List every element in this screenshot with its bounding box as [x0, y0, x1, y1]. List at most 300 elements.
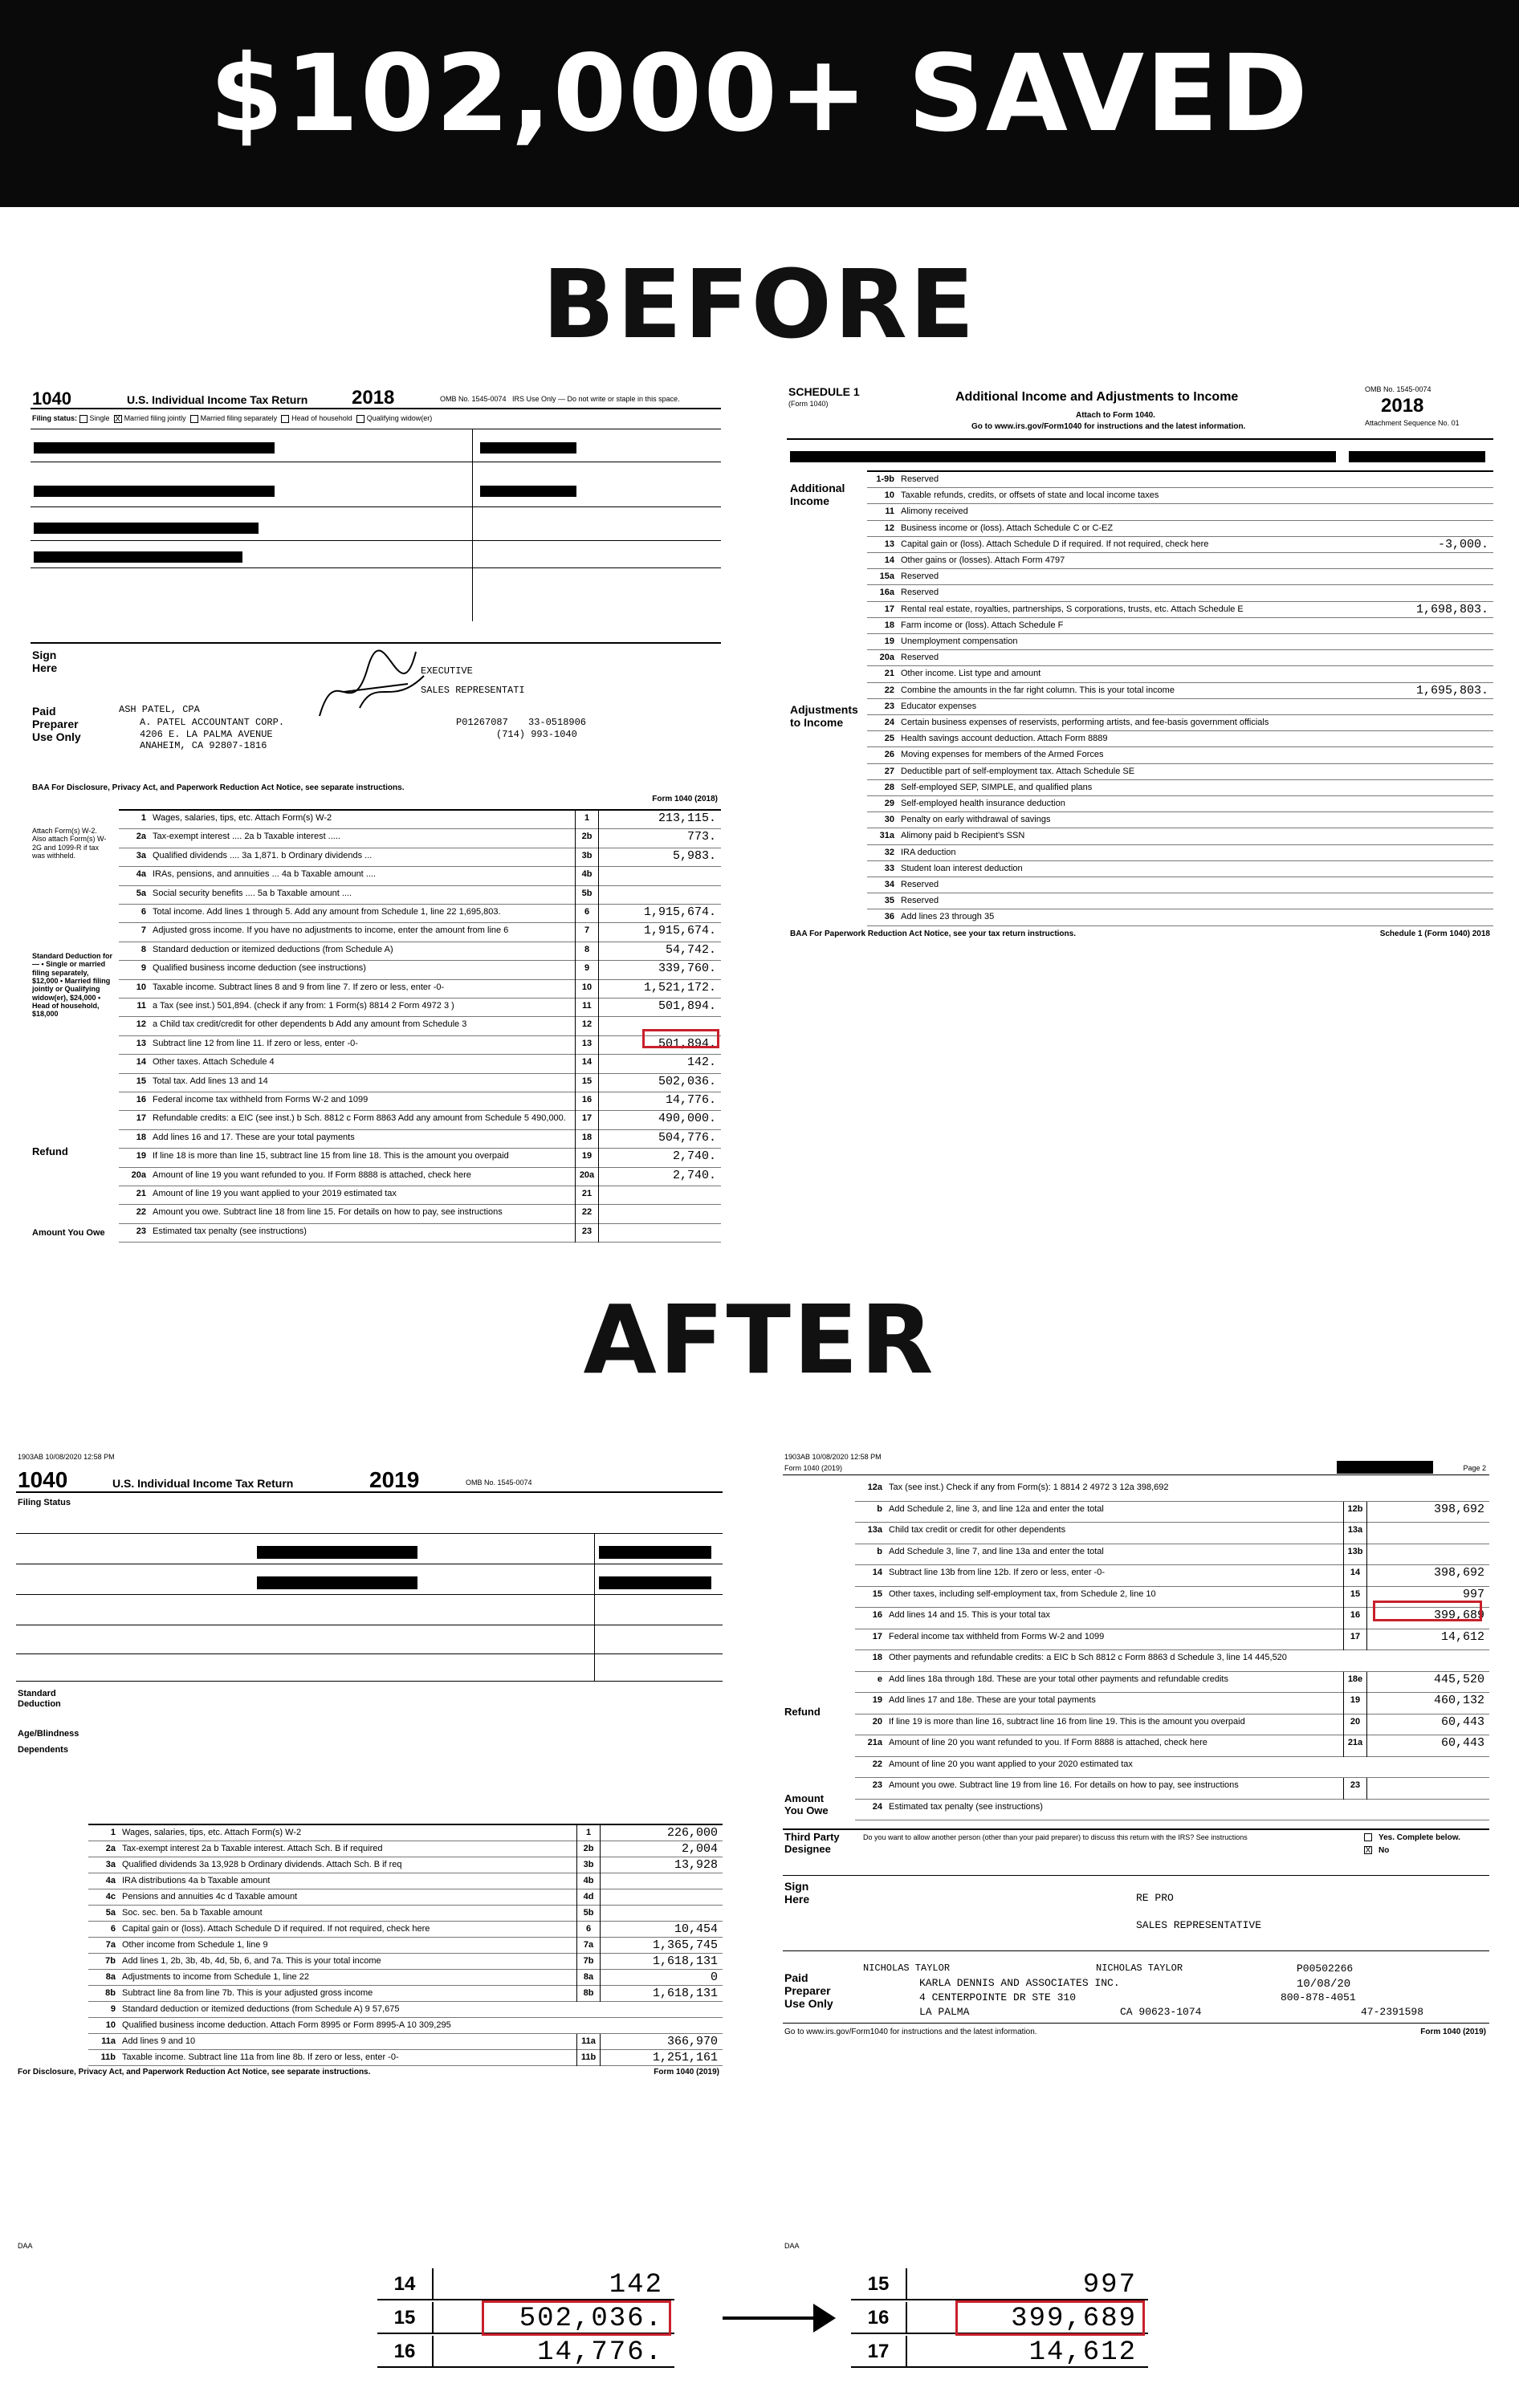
line-amount: 60,443 [1440, 1714, 1484, 1729]
line-row [119, 1168, 721, 1186]
line-description: Add lines 17 and 18e. These are your total payments [889, 1695, 1096, 1705]
line-row [88, 2018, 723, 2034]
line-box-label: 22 [575, 1205, 599, 1223]
redacted-city [34, 551, 242, 563]
line-description: Standard deduction or itemized deductions (from Schedule A) 9 57,675 [122, 2004, 400, 2014]
zoom-row [851, 2336, 1148, 2368]
irs-use-note: IRS Use Only — Do not write or staple in this space. [512, 395, 680, 403]
line-amount: 1,695,803. [1415, 683, 1488, 698]
line-row [867, 521, 1493, 537]
line-description: Add lines 18a through 18d. These are your total other payments and refundable credits [889, 1674, 1228, 1684]
firm-state-zip: CA 90623-1074 [1120, 2006, 1202, 2018]
line-row [867, 602, 1493, 618]
line-amount: 399,689 [1433, 1609, 1484, 1622]
line-number: 10 [884, 490, 894, 501]
third-party-label: Third Party Designee [784, 1831, 840, 1855]
form-header [31, 385, 721, 409]
redacted-ssn [480, 442, 576, 454]
line-number: 8 [140, 944, 146, 954]
line-description: Certain business expenses of reservists, performing artists, and fee-basis government officials [901, 718, 1269, 727]
line-description: Reserved [901, 880, 939, 889]
line-number: 21 [884, 669, 894, 679]
line-amount: 501,894. [658, 1036, 716, 1051]
line-amount: 1,251,161 [652, 2051, 718, 2064]
line-row [88, 1922, 723, 1938]
line-box-label: 4b [575, 867, 599, 885]
line-number: 4c [105, 1892, 116, 1902]
line-number: 10 [136, 982, 146, 992]
zoom-line-number: 16 [851, 2302, 907, 2334]
line-row [867, 683, 1493, 699]
line-number: 4a [105, 1876, 116, 1885]
line-row [855, 1735, 1489, 1757]
line-box-label: 23 [1343, 1778, 1367, 1800]
line-row [119, 999, 721, 1017]
line-number: 29 [884, 799, 894, 808]
line-description: Taxable refunds, credits, or offsets of state and local income taxes [901, 490, 1159, 501]
line-box-label: 20 [1343, 1714, 1367, 1736]
fs-hoh-label: Head of household [291, 414, 352, 422]
line-number: 18 [872, 1653, 882, 1662]
line-row [867, 472, 1493, 488]
page2-footer-right: Form 1040 (2019) [1420, 2028, 1486, 2036]
line-row [119, 1092, 721, 1111]
line-description: Add lines 9 and 10 [122, 2036, 196, 2046]
line-number: 5a [136, 888, 146, 898]
line-description: Child tax credit or credit for other dependents [889, 1525, 1066, 1535]
line-number: 3a [136, 850, 146, 860]
line-number: 16 [136, 1095, 146, 1104]
line-row [867, 731, 1493, 747]
line-description: Reserved [901, 896, 939, 906]
form-footer-right: Form 1040 (2019) [654, 2068, 719, 2076]
line-row [119, 886, 721, 905]
line-amount: 997 [1462, 1587, 1484, 1601]
line-row [867, 747, 1493, 763]
line-row [119, 905, 721, 923]
line-box-label: 9 [575, 961, 599, 979]
redacted-spouse [34, 486, 275, 497]
line-description: Student loan interest deduction [901, 863, 1023, 873]
page2-form-label: Form 1040 (2019) [784, 1464, 843, 1472]
line-description: Deductible part of self-employment tax. Attach Schedule SE [901, 766, 1135, 776]
line-description: Qualified business income deduction (see instructions) [153, 963, 366, 974]
line-row [119, 1111, 721, 1129]
schedule-header [787, 384, 1493, 440]
line-description: Add lines 23 through 35 [901, 912, 995, 922]
firm-phone: (714) 993-1040 [496, 729, 577, 740]
checkbox-no[interactable] [1364, 1846, 1372, 1854]
before-form-1040 [31, 377, 721, 1264]
line-amount: 339,760. [658, 962, 716, 976]
line-box-label: 6 [576, 1922, 601, 1938]
line-number: 10 [105, 2020, 116, 2030]
line-row [867, 715, 1493, 731]
schedule-seq: Attachment Sequence No. 01 [1365, 419, 1460, 427]
line-description: Subtract line 8a from line 7b. This is your adjusted gross income [122, 1988, 373, 1998]
zoom-line-number: 17 [851, 2336, 907, 2368]
arrow-right-icon [719, 2294, 839, 2342]
line-box-label: 5b [575, 886, 599, 905]
line-description: Refundable credits: a EIC (see inst.) b Sch. 8812 c Form 8863 Add any amount from Schedule 5 490,000. [153, 1113, 566, 1124]
preparer-name: NICHOLAS TAYLOR [863, 1963, 951, 1974]
line-amount: 1,365,745 [652, 1938, 718, 1952]
top-banner [0, 0, 1519, 207]
line-amount: 2,740. [672, 1149, 716, 1164]
line-description: Other income from Schedule 1, line 9 [122, 1940, 268, 1950]
zoom-line-amount: 14,776. [537, 2337, 663, 2368]
line-row [867, 553, 1493, 569]
line-number: 19 [136, 1151, 146, 1161]
line-number: 14 [136, 1057, 146, 1068]
line-row [867, 909, 1493, 925]
line-description: Penalty on early withdrawal of savings [901, 815, 1051, 825]
filing-status-row: Filing status: Single X Married filing jointly Married filing separately Head of household Qualifying widow(er) [32, 414, 721, 425]
line-row [119, 980, 721, 999]
third-party-question: Do you want to allow another person (other than your paid preparer) to discuss this return with the IRS? See instructions [863, 1833, 1248, 1841]
line-description: Total income. Add lines 1 through 5. Add any amount from Schedule 1, line 22 1,695,803. [153, 907, 501, 917]
line-number: 32 [884, 847, 894, 857]
line-amount: 213,115. [658, 811, 716, 825]
line-row [119, 961, 721, 979]
line-row [867, 796, 1493, 812]
ptin: P00502266 [1297, 1963, 1354, 1975]
timestamp-stamp: 1903AB 10/08/2020 12:58 PM [18, 1453, 115, 1461]
line-row [867, 877, 1493, 893]
firm-city: LA PALMA [919, 2006, 970, 2018]
line-amount: 2,004 [681, 1842, 718, 1856]
line-amount: 501,894. [658, 999, 716, 1013]
line-amount: 60,443 [1440, 1736, 1484, 1750]
line-description: Social security benefits .... 5a b Taxable amount .... [153, 888, 352, 898]
line-number: 15a [879, 571, 894, 582]
line-row [867, 650, 1493, 666]
line-number: 21 [136, 1189, 146, 1198]
line-row [88, 1938, 723, 1954]
line-description: Health savings account deduction. Attach Form 8889 [901, 734, 1108, 744]
line-box-label: 7 [575, 923, 599, 942]
line-number: 13 [136, 1038, 146, 1048]
after-form-1040 [16, 1451, 723, 2254]
line-box-label: 14 [575, 1055, 599, 1073]
line-box-label: 21 [575, 1186, 599, 1205]
line-number: 12 [136, 1019, 146, 1030]
line-box-label: 13b [1343, 1544, 1367, 1566]
line-box-label: 18e [1343, 1672, 1367, 1694]
line-amount: 2,740. [672, 1168, 716, 1182]
zoom-line-amount: 142 [609, 2270, 663, 2300]
line-row [855, 1757, 1489, 1779]
line-row [867, 812, 1493, 828]
line-description: If line 19 is more than line 16, subtract line 16 from line 19. This is the amount you overpaid [889, 1716, 1245, 1727]
line-description: Reserved [901, 588, 939, 598]
line-row [88, 1986, 723, 2002]
line-box-label: 16 [575, 1092, 599, 1111]
line-row [867, 618, 1493, 634]
page-2-lines [855, 1480, 1489, 1825]
line-amount: 54,742. [665, 942, 716, 957]
line-description: Business income or (loss). Attach Schedule C or C-EZ [901, 523, 1114, 533]
line-number: 12 [884, 523, 894, 533]
line-description: Amount of line 19 you want applied to your 2019 estimated tax [153, 1189, 397, 1198]
form-title: U.S. Individual Income Tax Return [127, 393, 308, 406]
line-description: Reserved [901, 474, 939, 484]
line-number: 13 [884, 539, 894, 549]
redacted-spouse-ssn [599, 1576, 711, 1589]
line-number: 6 [110, 1924, 116, 1934]
highlight-total-tax-before [642, 1029, 719, 1048]
line-number: 36 [884, 912, 894, 922]
after-form-1040-page-2 [783, 1451, 1489, 2254]
line-number: 34 [884, 880, 894, 889]
line-number: 6 [140, 907, 146, 917]
daa-label: DAA [784, 2242, 800, 2250]
checkbox-yes[interactable] [1364, 1833, 1372, 1841]
line-box-label: 15 [575, 1074, 599, 1092]
line-number: 9 [110, 2004, 116, 2014]
form-title: U.S. Individual Income Tax Return [112, 1477, 294, 1490]
line-box-label: 2b [576, 1841, 601, 1857]
line-row [867, 893, 1493, 909]
comparison-before [377, 2264, 674, 2368]
section-additional-income: Additional Income [790, 482, 845, 508]
line-description: Rental real estate, royalties, partnerships, S corporations, trusts, etc. Attach Schedule E [901, 604, 1244, 614]
line-number: 8a [105, 1972, 116, 1982]
line-row [88, 1906, 723, 1922]
checkbox-mfj[interactable] [114, 415, 122, 423]
line-description: Federal income tax withheld from Forms W-2 and 1099 [889, 1631, 1105, 1641]
line-description: Tax (see inst.) Check if any from Form(s): 1 8814 2 4972 3 12a 398,692 [889, 1483, 1169, 1492]
line-description: Tax-exempt interest .... 2a b Taxable interest ..... [153, 832, 340, 842]
line-row [88, 1873, 723, 1889]
line-number: 13a [867, 1525, 882, 1535]
line-number: 8b [105, 1988, 116, 1998]
line-box-label: 19 [1343, 1693, 1367, 1714]
line-number: b [877, 1503, 882, 1514]
schedule-year: 2018 [1381, 395, 1424, 417]
schedule-title: SCHEDULE 1 [788, 385, 860, 398]
tp-no-label: No [1379, 1846, 1390, 1855]
line-box-label: 8b [576, 1986, 601, 2002]
preparer-name: ASH PATEL, CPA [119, 704, 200, 715]
firm-name: A. PATEL ACCOUNTANT CORP. [140, 717, 285, 728]
line-number: 22 [136, 1207, 146, 1218]
line-number: 16 [872, 1610, 882, 1620]
line-number: 30 [884, 815, 894, 825]
disclosure-footer: For Disclosure, Privacy Act, and Paperwork Reduction Act Notice, see separate instructions. [18, 2068, 371, 2076]
occupation: RE PRO [1136, 1892, 1174, 1904]
timestamp-stamp: 1903AB 10/08/2020 12:58 PM [784, 1453, 882, 1461]
line-description: Adjusted gross income. If you have no adjustments to income, enter the amount from line 6 [153, 925, 509, 936]
form-year: 2019 [369, 1467, 420, 1492]
line-row [119, 1149, 721, 1167]
firm-phone: 800-878-4051 [1281, 1991, 1356, 2003]
line-box-label: 12 [575, 1017, 599, 1035]
line-box-label: 11a [576, 2034, 601, 2050]
line-number: 20 [872, 1716, 882, 1727]
line-amount: 1,618,131 [652, 1954, 718, 1968]
line-row [119, 1205, 721, 1223]
line-number: 31a [879, 831, 894, 841]
line-row [867, 828, 1493, 844]
line-row [855, 1778, 1489, 1800]
refund-label: Refund [784, 1706, 821, 1718]
line-description: Add lines 14 and 15. This is your total tax [889, 1610, 1050, 1620]
line-box-label: 8a [576, 1970, 601, 1986]
line-box-label: 8 [575, 942, 599, 961]
line-description: Unemployment compensation [901, 637, 1018, 646]
firm-ein: 47-2391598 [1361, 2006, 1424, 2018]
firm-city: ANAHEIM, CA 92807-1816 [140, 740, 267, 751]
line-row [119, 1017, 721, 1035]
signature-image [312, 644, 432, 732]
before-1040-lines [119, 809, 721, 1243]
redacted-ssn [1349, 451, 1485, 462]
line-description: Other income. List type and amount [901, 669, 1041, 679]
line-description: Add lines 1, 2b, 3b, 4b, 4d, 5b, 6, and 7a. This is your total income [122, 1956, 381, 1966]
line-row [855, 1502, 1489, 1523]
schedule-1-lines [867, 470, 1493, 925]
line-number: 33 [884, 863, 894, 873]
line-number: 1 [140, 813, 146, 823]
firm-address: 4206 E. LA PALMA AVENUE [140, 729, 273, 740]
line-box-label: 7a [576, 1938, 601, 1954]
line-description: a Tax (see inst.) 501,894. (check if any from: 1 Form(s) 8814 2 Form 4972 3 ) [153, 1001, 454, 1011]
line-row [119, 1055, 721, 1073]
line-description: Adjustments to income from Schedule 1, line 22 [122, 1972, 309, 1982]
line-description: Capital gain or (loss). Attach Schedule D if required. If not required, check here [122, 1924, 430, 1934]
line-box-label: 12b [1343, 1502, 1367, 1523]
line-description: Total tax. Add lines 13 and 14 [153, 1076, 268, 1086]
zoom-highlight [482, 2300, 671, 2336]
line-description: Qualified business income deduction. Attach Form 8995 or Form 8995-A 10 309,295 [122, 2020, 451, 2030]
line-number: 24 [884, 718, 894, 727]
line-description: Other gains or (losses). Attach Form 4797 [901, 555, 1065, 565]
line-number: 4a [136, 869, 146, 880]
line-amount: 460,132 [1433, 1694, 1484, 1707]
daa-label: DAA [18, 2242, 33, 2250]
checkbox-single[interactable] [79, 415, 88, 423]
line-box-label: 5b [576, 1906, 601, 1922]
line-amount: 1,698,803. [1415, 602, 1488, 616]
line-number: 2a [105, 1844, 116, 1853]
line-number: 35 [884, 896, 894, 906]
line-box-label: 10 [575, 980, 599, 999]
line-description: Standard deduction or itemized deductions (from Schedule A) [153, 944, 393, 954]
after-heading: AFTER [583, 1284, 936, 1395]
line-amount: 13,928 [674, 1858, 718, 1872]
line-number: 23 [136, 1226, 146, 1236]
fs-single-label: Single [89, 414, 110, 422]
line-row [855, 1544, 1489, 1566]
line-description: Farm income or (loss). Attach Schedule F [901, 620, 1064, 630]
line-row [855, 1650, 1489, 1672]
zoom-row [377, 2336, 674, 2368]
line-amount: 1,618,131 [652, 1987, 718, 2000]
line-number: 3a [105, 1860, 116, 1869]
page2-label: Form 1040 (2018) [652, 795, 718, 803]
zoom-line-number: 15 [377, 2302, 434, 2334]
highlight-total-tax-after [1373, 1601, 1482, 1621]
redacted-last-name [257, 1546, 417, 1559]
line-description: Wages, salaries, tips, etc. Attach Form(s) W-2 [122, 1828, 302, 1837]
schedule-goto: Go to www.irs.gov/Form1040 for instructions and the latest information. [971, 422, 1246, 431]
line-box-label: 13a [1343, 1523, 1367, 1544]
line-number: 14 [872, 1568, 882, 1577]
line-amount: -3,000. [1437, 537, 1488, 551]
amount-you-owe-label: Amount You Owe [32, 1228, 105, 1238]
line-amount: 142. [686, 1056, 716, 1070]
form-number: 1040 [18, 1467, 68, 1492]
line-description: Amount you owe. Subtract line 19 from line 16. For details on how to pay, see instructions [889, 1780, 1239, 1790]
line-box-label: 11b [576, 2050, 601, 2066]
line-number: 23 [884, 701, 894, 711]
checkbox-hoh[interactable] [281, 415, 289, 423]
zoom-line-amount: 502,036. [519, 2304, 663, 2334]
redacted-name [34, 442, 275, 454]
checkbox-mfs[interactable] [190, 415, 198, 423]
line-description: Add lines 16 and 17. These are your total payments [153, 1132, 355, 1142]
checkbox-qw[interactable] [356, 415, 364, 423]
line-amount: 445,520 [1433, 1672, 1484, 1686]
omb-number: OMB No. 1545-0074 [466, 1479, 532, 1487]
line-box-label: 13 [575, 1036, 599, 1055]
line-box-label: 3b [576, 1857, 601, 1873]
line-number: 21a [867, 1738, 882, 1747]
zoom-line-amount: 997 [1082, 2270, 1137, 2300]
line-amount: 0 [710, 1971, 718, 1984]
line-row [88, 1954, 723, 1970]
zoom-line-amount: 399,689 [1011, 2304, 1137, 2334]
line-number: 22 [884, 685, 894, 695]
line-amount: 14,776. [665, 1093, 716, 1107]
line-description: Educator expenses [901, 701, 977, 711]
before-schedule-1 [787, 377, 1493, 1264]
fs-qw-label: Qualifying widow(er) [366, 414, 433, 422]
line-number: 7a [105, 1940, 116, 1950]
banner-title: $102,000+ SAVED [210, 32, 1309, 156]
line-row [867, 504, 1493, 520]
line-number: 7b [105, 1956, 116, 1966]
tp-yes-label: Yes. Complete below. [1379, 1833, 1460, 1842]
line-row [119, 867, 721, 885]
line-amount: 398,692 [1433, 1502, 1484, 1516]
line-number: 28 [884, 782, 894, 792]
line-number: 26 [884, 750, 894, 760]
line-number: 15 [136, 1076, 146, 1086]
line-row [88, 1825, 723, 1841]
line-box-label: 14 [1343, 1565, 1367, 1587]
line-row [119, 1074, 721, 1092]
line-number: 11a [101, 2036, 116, 2046]
before-heading: BEFORE [542, 249, 977, 360]
line-row [855, 1693, 1489, 1714]
fs-mfs-label: Married filing separately [200, 414, 278, 422]
line-row [867, 585, 1493, 601]
line-number: 1 [110, 1828, 116, 1837]
line-number: 27 [884, 766, 894, 776]
line-number: 17 [872, 1631, 882, 1641]
schedule-footer: BAA For Paperwork Reduction Act Notice, see your tax return instructions. [790, 929, 1076, 938]
line-row [855, 1800, 1489, 1821]
line-row [867, 488, 1493, 504]
line-number: 23 [872, 1780, 882, 1790]
zoom-line-amount: 14,612 [1028, 2337, 1137, 2368]
line-description: Combine the amounts in the far right column. This is your total income [901, 685, 1175, 695]
standard-deduction-note: Standard Deduction for — • Single or married filing separately, $12,000 • Married filing jointly or Qualifying widow(er), $24,000 • Head of household, $18,000 [32, 952, 113, 1019]
line-number: 1-9b [876, 474, 894, 484]
line-box-label: 16 [1343, 1608, 1367, 1629]
